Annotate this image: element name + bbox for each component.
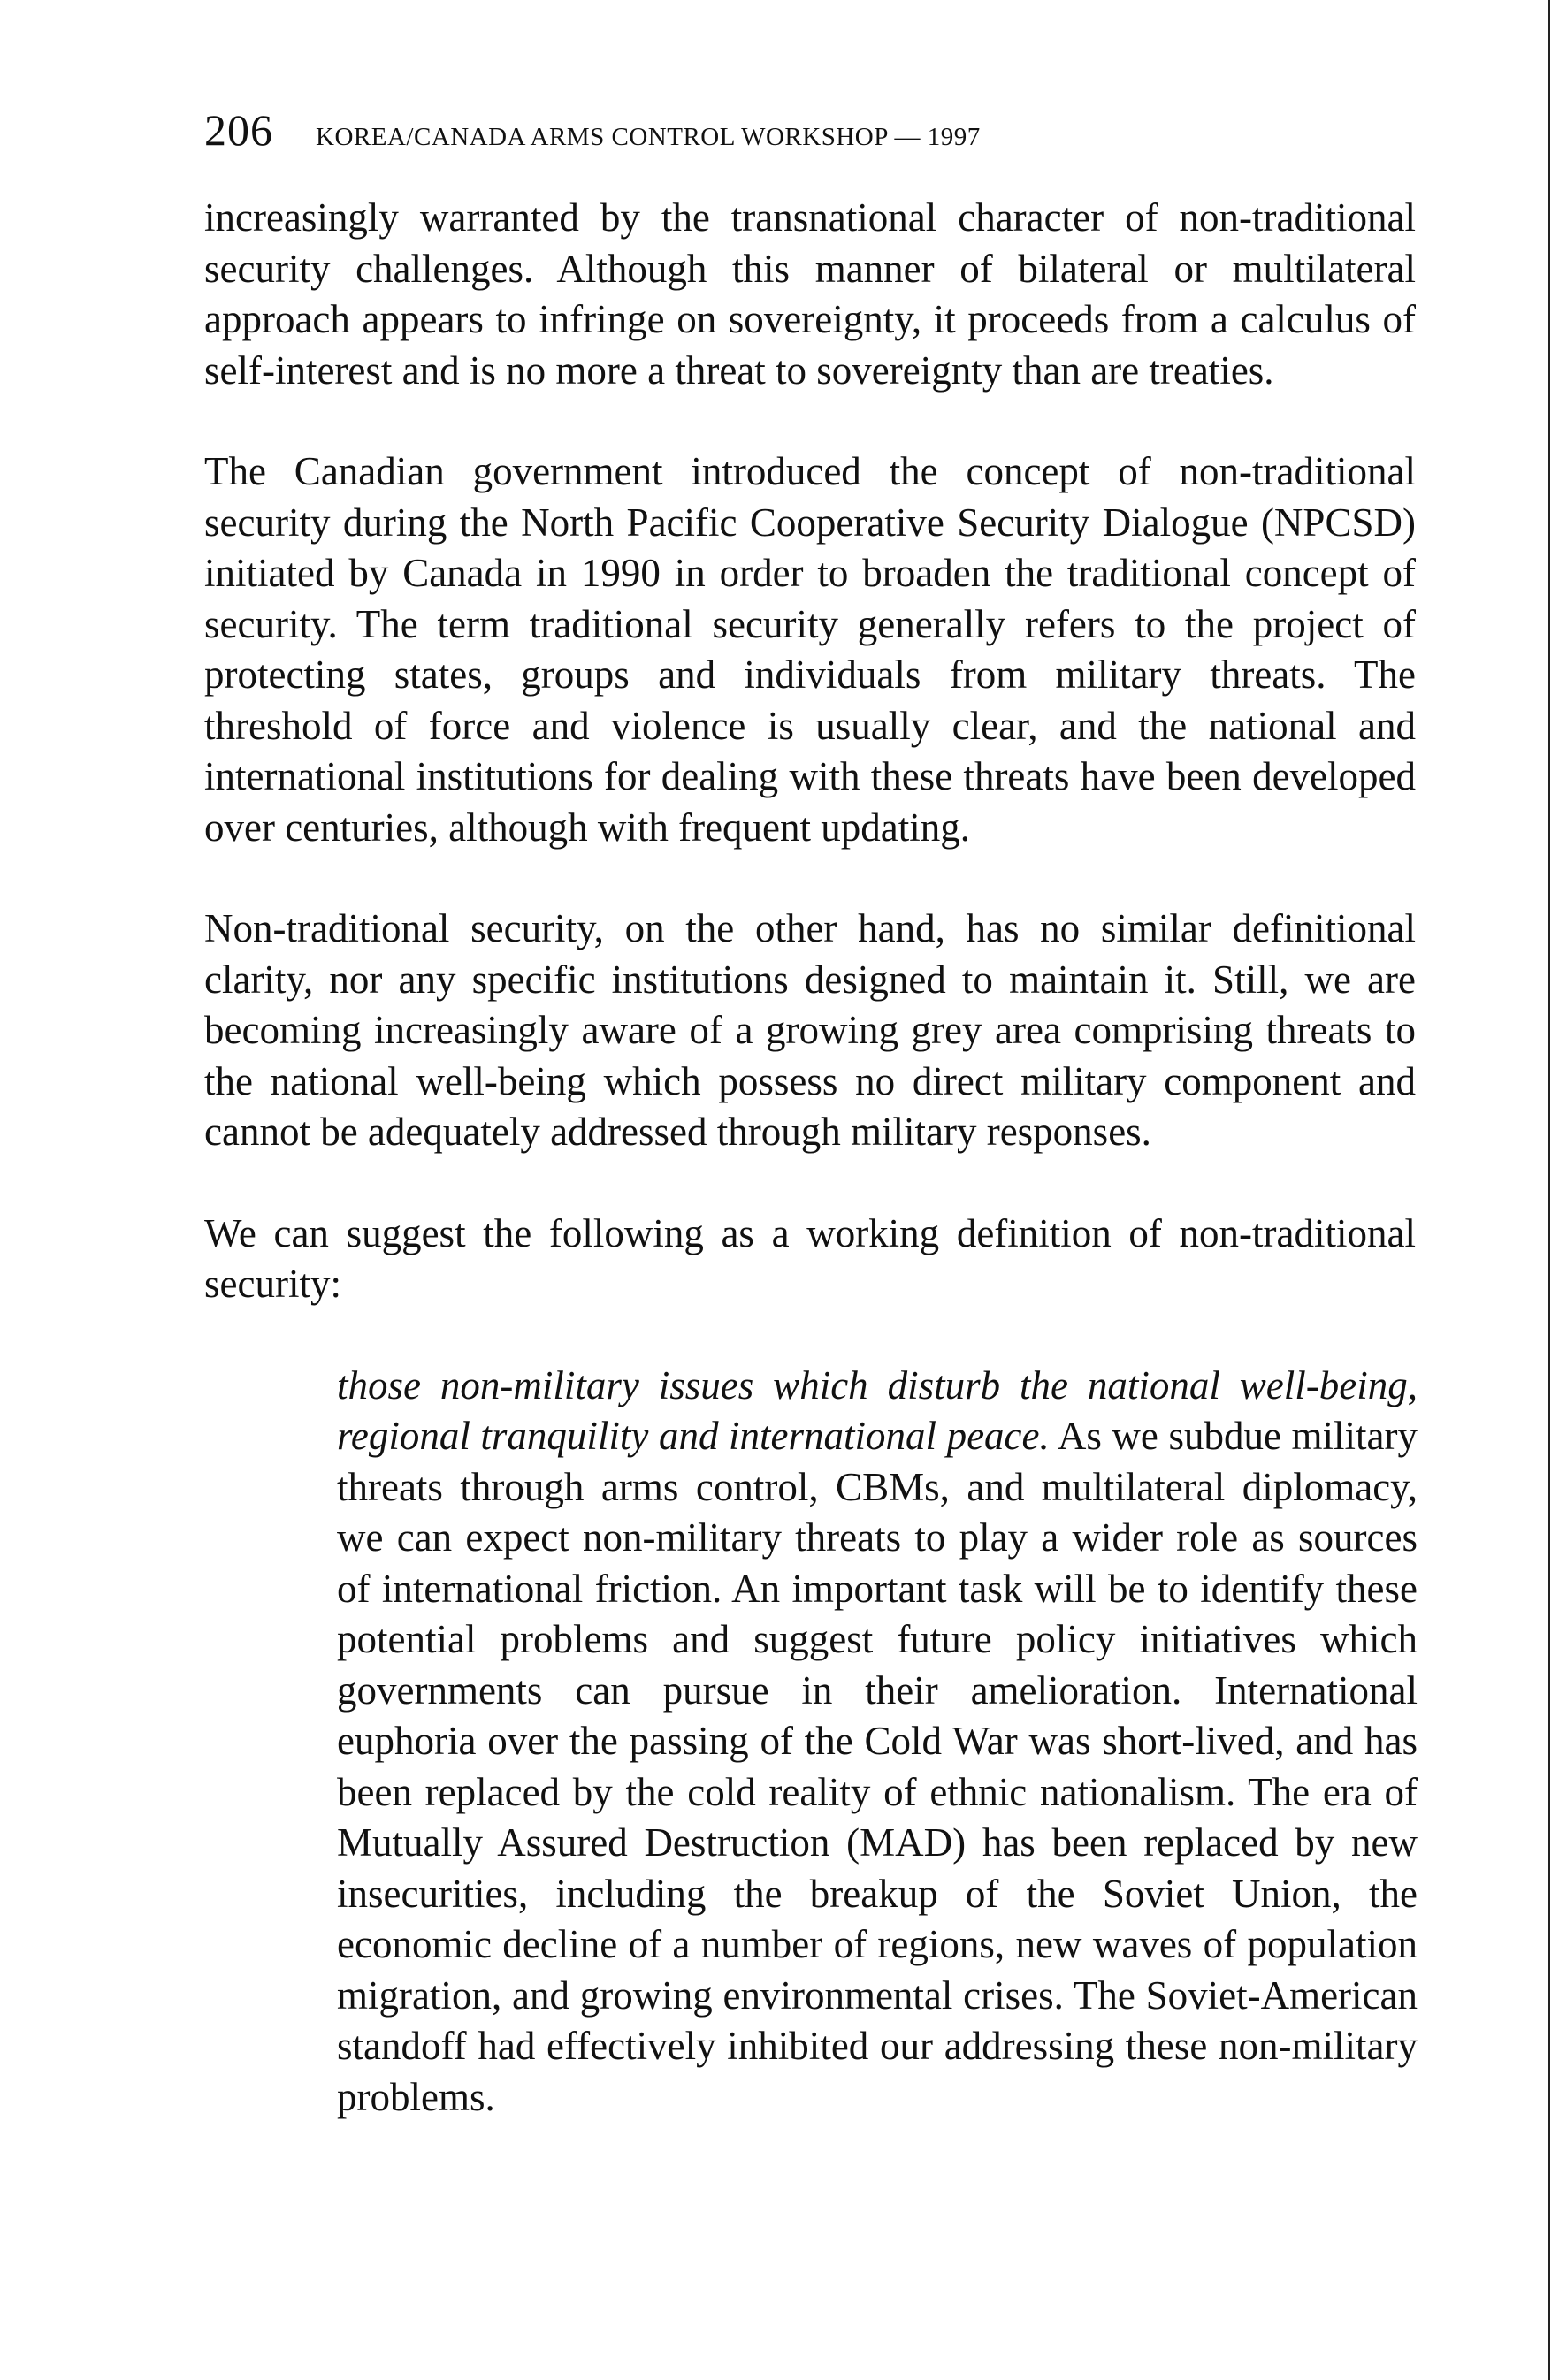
page-header	[204, 104, 1425, 156]
page-edge-line	[1548, 0, 1550, 2380]
running-title: KOREA/CANADA ARMS CONTROL WORKSHOP — 1997	[316, 123, 981, 151]
body-text	[204, 193, 1416, 2123]
definition-text: As we subdue military threats through arms control, CBMs, and multilateral diplomacy, we can expect non-military threats to play a wider role as sources of international friction. An important task will be to identify these potential problems and suggest future policy initiatives which governments can pursue in their amelioration. International euphoria over the passing of the Cold War was short-lived, and has been replaced by the cold reality of ethnic nationalism. The era of Mutually Assured Destruction (MAD) has been replaced by new insecurities, including the breakup of the Soviet Union, the economic decline of a number of regions, new waves of population migration, and growing environmental crises. The Soviet-American standoff had effectively inhibited our addressing these non-military problems.	[337, 1414, 1418, 2119]
page-number: 206	[204, 105, 273, 155]
definition-block	[337, 1361, 1418, 2124]
definition-italic: those non-military issues which disturb the national well-being, regional tranquility and international peace.	[337, 1362, 1418, 1458]
paragraph-2: The Canadian government introduced the concept of non-traditional security during the North Pacific Cooperative Security Dialogue (NPCSD) initiated by Canada in 1990 in order to broaden the traditional concept of security. The term traditional security generally refers to the project of protecting states, groups and individuals from military threats. The threshold of force and violence is usually clear, and the national and international institutions for dealing with these threats have been developed over centuries, although with frequent updating.	[204, 449, 1416, 850]
paragraph-4: We can suggest the following as a working definition of non-traditional security:	[204, 1210, 1416, 1306]
paragraph-1: increasingly warranted by the transnational character of non-traditional security challenges. Although this manner of bilateral or multilateral approach appears to infringe on sovereignty, it proceeds from a calculus of self-interest and is no more a threat to sovereignty than are treaties.	[204, 195, 1416, 393]
paragraph-3: Non-traditional security, on the other hand, has no similar definitional clarity, nor any specific institutions designed to maintain it. Still, we are becoming increasingly aware of a growing grey area comprising threats to the national well-being which possess no direct military component and cannot be adequately addressed through military responses.	[204, 906, 1416, 1154]
